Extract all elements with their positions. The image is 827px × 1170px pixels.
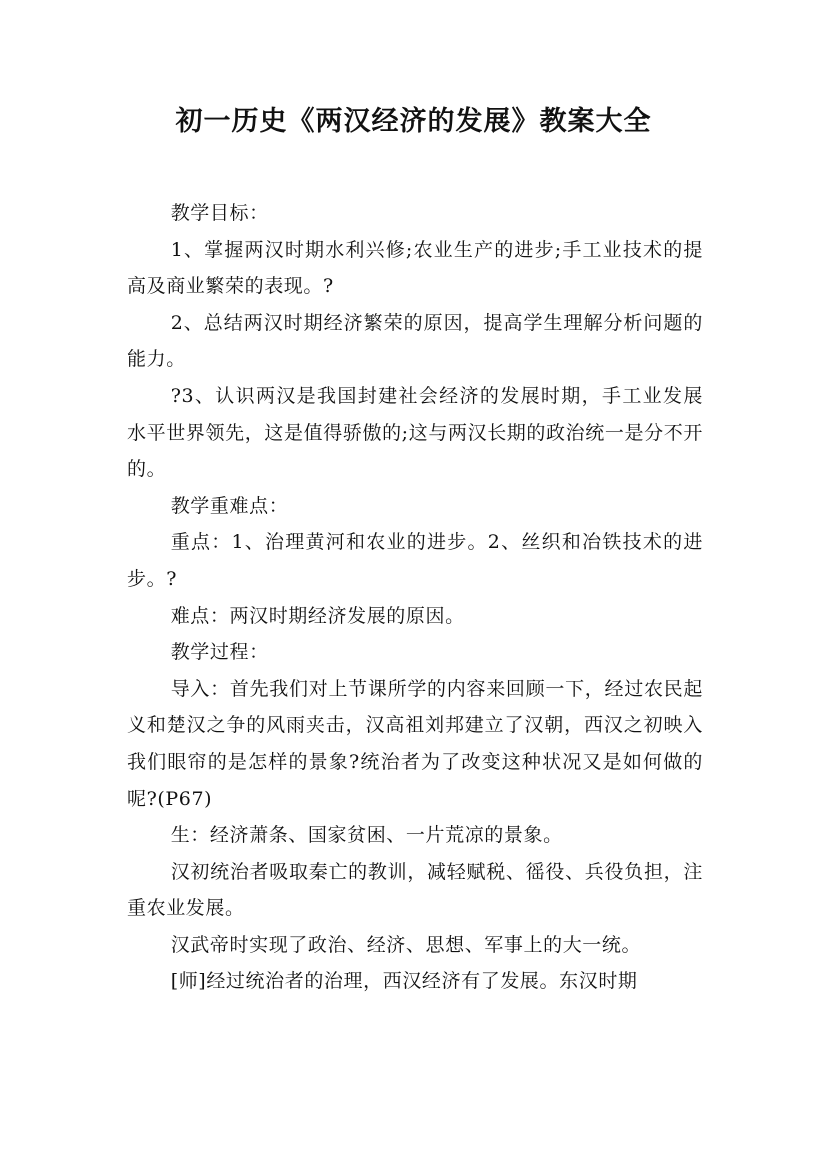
paragraph-emperor-wu: 汉武帝时实现了政治、经济、思想、军事上的大一统。 bbox=[170, 933, 642, 956]
paragraph-key-points-heading: 教学重难点： bbox=[170, 494, 289, 517]
paragraph-introduction: 导入：首先我们对上节课所学的内容来回顾一下，经过农民起义和楚汉之争的风雨夹击，汉高祖刘邦建立了汉朝，西汉之初映入我们眼帘的是怎样的景象?统治者为了改变这种状况又是如何做的呢?(P67) bbox=[127, 677, 703, 810]
paragraph-objectives-heading: 教学目标： bbox=[170, 202, 269, 224]
paragraph-difficulties: 难点：两汉时期经济发展的原因。 bbox=[170, 604, 465, 627]
paragraph-student-answer: 生：经济萧条、国家贫困、一片荒凉的景象。 bbox=[170, 824, 563, 847]
paragraph-teacher-remark: [师]经过统治者的治理，西汉经济有了发展。东汉时期 bbox=[170, 970, 638, 993]
paragraph-key-points: 重点：1、治理黄河和农业的进步。2、丝织和冶铁技术的进步。? bbox=[127, 531, 703, 590]
paragraph-early-han-policy: 汉初统治者吸取秦亡的教训，减轻赋税、徭役、兵役负担，注重农业发展。 bbox=[127, 860, 703, 920]
document-body bbox=[127, 195, 703, 1000]
document-title: 初一历史《两汉经济的发展》教案大全 bbox=[175, 106, 652, 137]
paragraph-objective-2: 2、总结两汉时期经济繁荣的原因，提高学生理解分析问题的能力。 bbox=[127, 311, 703, 371]
paragraph-objective-3: ?3、认识两汉是我国封建社会经济的发展时期，手工业发展水平世界领先，这是值得骄傲的;这与两汉长期的政治统一是分不开的。 bbox=[127, 384, 703, 481]
paragraph-objective-1: 1、掌握两汉时期水利兴修;农业生产的进步;手工业技术的提高及商业繁荣的表现。? bbox=[127, 238, 703, 298]
paragraph-process-heading: 教学过程： bbox=[170, 641, 269, 664]
